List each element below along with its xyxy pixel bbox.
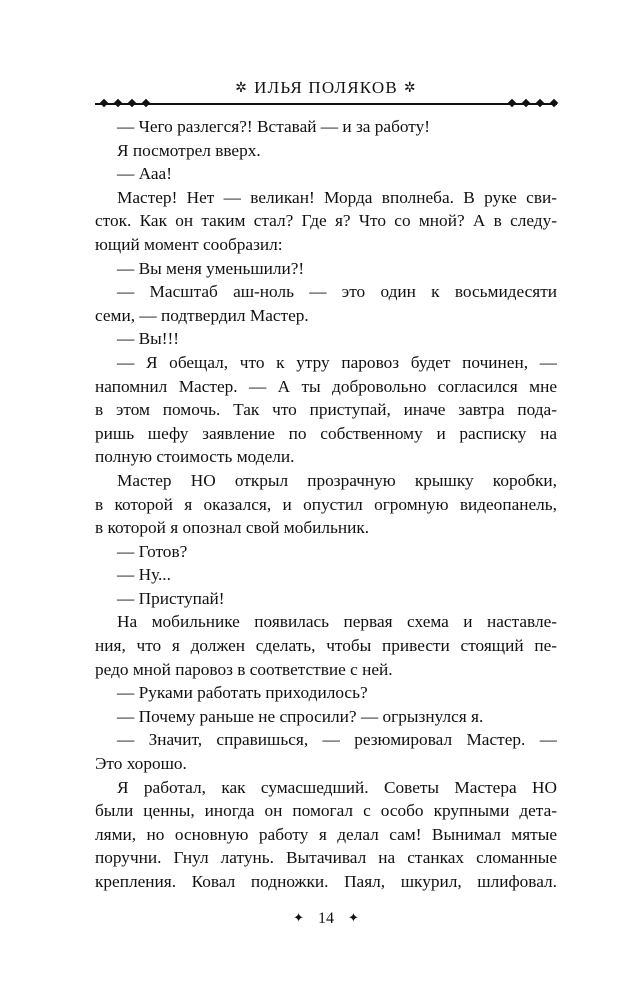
header-title-row — [95, 78, 557, 98]
text-line: — Приступай! — [117, 588, 225, 608]
page-footer — [95, 910, 557, 928]
text-line: Я посмотрел вверх. — [117, 140, 261, 160]
text-line: ришь шефу заявление по собственному и расписку на — [95, 423, 557, 443]
rule-dot-icon — [508, 99, 516, 107]
text-line: Мастер НО открыл прозрачную крышку коробки, — [117, 470, 557, 490]
star-left-icon: ✦ — [293, 910, 304, 925]
text-line: — Значит, справишься, — резюмировал Мастер. — — [117, 730, 557, 750]
text-line: ющий момент сообразил: — [95, 234, 283, 254]
text-line: — Руками работать приходилось? — [117, 683, 368, 703]
rule-dot-icon — [114, 99, 122, 107]
author-name: ИЛЬЯ ПОЛЯКОВ — [254, 78, 398, 97]
running-header — [95, 74, 557, 104]
text-line: — Я обещал, что к утру паровоз будет починен, — — [117, 352, 557, 372]
text-line: — Чего разлегся?! Вставай — и за работу! — [117, 117, 431, 136]
text-line: — Вы!!! — [117, 329, 180, 349]
text-line: — Готов? — [117, 541, 188, 561]
text-line: — Масштаб аш-ноль — это один к восьмидесяти — [117, 282, 557, 302]
text-line: семи, — подтвердил Мастер. — [95, 305, 309, 325]
body-text — [95, 115, 557, 894]
text-line: редо мной паровоз в соответствие с ней. — [95, 659, 393, 679]
page-number: 14 — [318, 910, 334, 927]
text-line: лями, но основную работу я делал сам! Вынимал мятые — [95, 824, 557, 844]
text-line: в этом помочь. Так что приступай, иначе завтра пода- — [95, 400, 557, 420]
text-line: сток. Как он таким стал? Где я? Что со мной? А в следу- — [95, 211, 557, 231]
text-line: Мастер! Нет — великан! Морда вполнеба. В руке сви- — [117, 187, 557, 207]
header-rule — [95, 103, 557, 105]
star-right-icon: ✦ — [348, 910, 359, 925]
text-line: — Почему раньше не спросили? — огрызнулся я. — [117, 706, 484, 726]
text-line: в которой я опознал свой мобильник. — [95, 518, 370, 538]
text-line: поручни. Гнул латунь. Вытачивал на станках сломанные — [95, 848, 557, 868]
text-line: напомнил Мастер. — А ты добровольно согласился мне — [95, 376, 557, 396]
text-line: Это хорошо. — [95, 754, 187, 774]
text-line: — Вы меня уменьшили?! — [117, 258, 305, 278]
ornament-right-icon: ✲ — [403, 81, 417, 96]
text-line: ния, что я должен сделать, чтобы привести стоящий пе- — [95, 636, 557, 656]
rule-dot-icon — [536, 99, 544, 107]
text-line: в которой я оказался, и опустил огромную видеопанель, — [95, 494, 557, 514]
text-line: крепления. Ковал подножки. Паял, шкурил, шлифовал. — [95, 872, 557, 891]
text-line: Я работал, как сумасшедший. Советы Мастера НО — [117, 777, 557, 797]
rule-dot-icon — [142, 99, 150, 107]
rule-dot-icon — [128, 99, 136, 107]
text-line: — Ну... — [117, 565, 171, 585]
rule-dot-icon — [550, 99, 558, 107]
rule-dot-icon — [100, 99, 108, 107]
text-line: были ценны, иногда он помогал с особо крупными дета- — [95, 801, 557, 821]
rule-dot-icon — [522, 99, 530, 107]
text-line: На мобильнике появилась первая схема и наставле- — [117, 612, 557, 632]
text-line: — Ааа! — [117, 164, 172, 184]
text-line: полную стоимость модели. — [95, 447, 295, 467]
ornament-left-icon: ✲ — [235, 81, 249, 96]
